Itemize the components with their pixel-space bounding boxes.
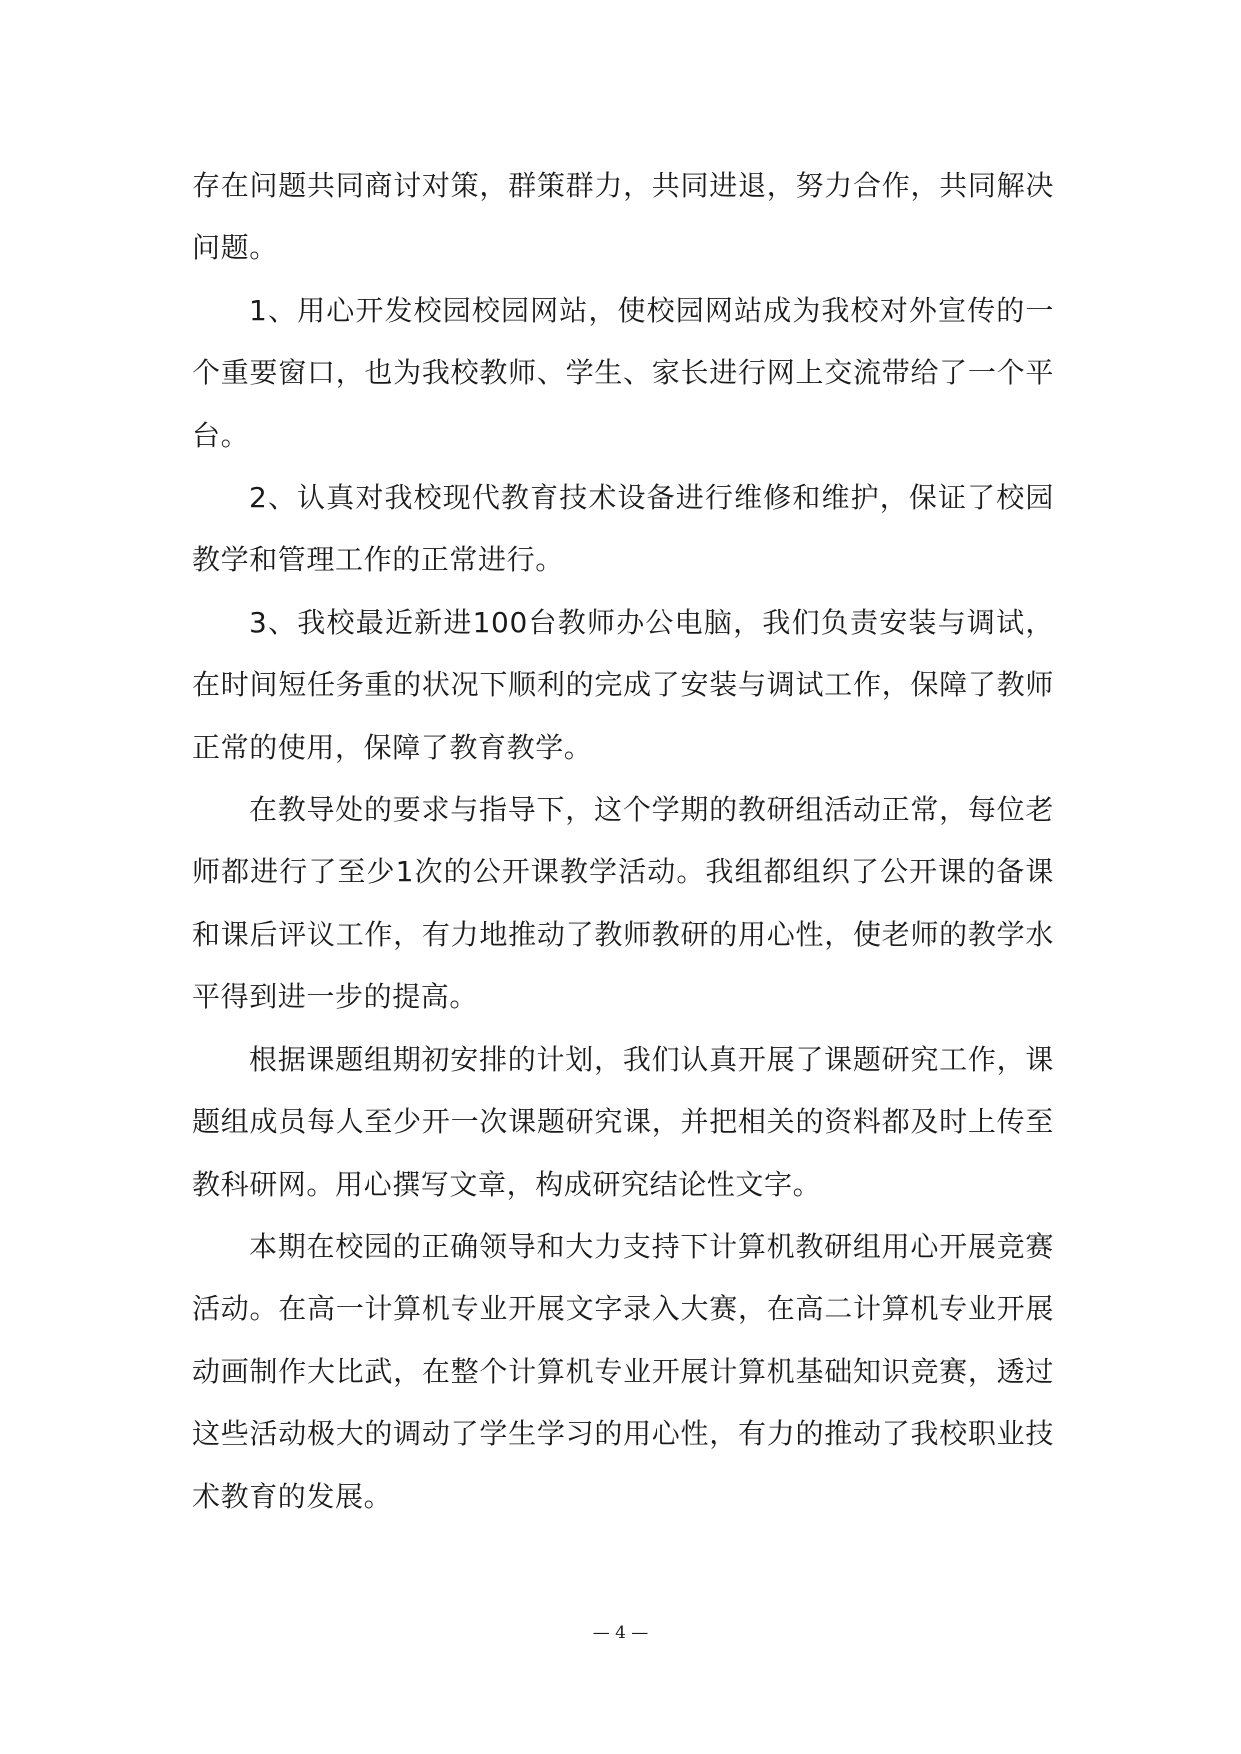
page-number: — 4 — (592, 1623, 649, 1643)
paragraph-research-project: 根据课题组期初安排的计划，我们认真开展了课题研究工作，课题组成员每人至少开一次课题研究课，并把相关的资料都及时上传至教科研网。用心撰写文章，构成研究结论性文字。 (192, 1042, 1054, 1201)
paragraph-competitions: 本期在校园的正确领导和大力支持下计算机教研组用心开展竞赛活动。在高一计算机专业开展文字录入大赛，在高二计算机专业开展动画制作大比武，在整个计算机专业开展计算机基础知识竞赛，透过这些活动极大的调动了学生学习的用心性，有力的推动了我校职业技术教育的发展。 (192, 1229, 1054, 1513)
paragraph-item-2-maintenance: 2、认真对我校现代教育技术设备进行维修和维护，保证了校园教学和管理工作的正常进行。 (192, 481, 1054, 577)
paragraph-teaching-research: 在教导处的要求与指导下，这个学期的教研组活动正常，每位老师都进行了至少1次的公开课教学活动。我组都组织了公开课的备课和课后评议工作，有力地推动了教师教研的用心性，使老师的教学水平得到进一步的提高。 (192, 793, 1054, 1014)
document-body (192, 155, 1054, 1528)
paragraph-continuation: 存在问题共同商讨对策，群策群力，共同进退，努力合作，共同解决问题。 (192, 169, 1054, 265)
paragraph-item-1-website: 1、用心开发校园校园网站，使校园网站成为我校对外宣传的一个重要窗口，也为我校教师、学生、家长进行网上交流带给了一个平台。 (192, 293, 1054, 452)
paragraph-item-3-computers: 3、我校最近新进100台教师办公电脑，我们负责安装与调试，在时间短任务重的状况下顺利的完成了安装与调试工作，保障了教师正常的使用，保障了教育教学。 (192, 605, 1054, 764)
